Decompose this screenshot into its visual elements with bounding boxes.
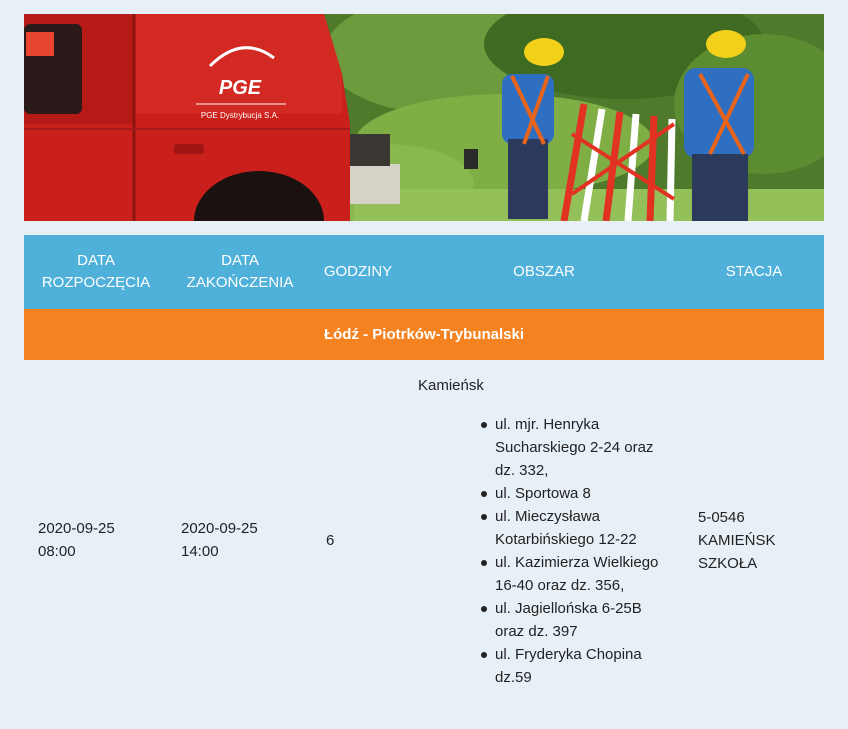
banner-image [24, 14, 824, 221]
header-end-date-line2: ZAKOŃCZENIA [186, 274, 294, 291]
cell-area [495, 413, 658, 689]
start-time: 08:00 [38, 543, 76, 560]
header-start-date [24, 235, 168, 309]
cell-start-datetime [38, 517, 115, 563]
table-row [24, 360, 824, 715]
address-line: ul. Fryderyka Chopina [495, 646, 642, 663]
header-start-date-line2: ROZPOCZĘCIA [41, 274, 151, 291]
address-line: dz. 332, [495, 462, 549, 479]
header-hours [312, 235, 404, 309]
header-area-label: OBSZAR [513, 263, 575, 280]
list-item [495, 551, 658, 597]
address-line: Sucharskiego 2-24 oraz [495, 439, 654, 456]
header-station-label: STACJA [725, 263, 783, 280]
table-header [24, 235, 824, 309]
end-time: 14:00 [181, 543, 219, 560]
start-date: 2020-09-25 [38, 520, 115, 537]
station-name-line2: SZKOŁA [698, 555, 758, 572]
cell-end-datetime [181, 517, 258, 563]
address-list [495, 413, 658, 689]
station-name-line1: KAMIEŃSK [698, 532, 776, 549]
list-item [495, 413, 658, 482]
region-label: Łódź - Piotrków-Trybunalski [323, 326, 525, 343]
address-line: 16-40 oraz dz. 356, [495, 577, 625, 594]
header-start-date-line1: DATA [77, 252, 115, 269]
list-item [495, 597, 658, 643]
address-line: ul. Kazimierza Wielkiego [495, 554, 659, 571]
end-date: 2020-09-25 [181, 520, 258, 537]
address-line: ul. mjr. Henryka [495, 416, 600, 433]
area-title [418, 374, 484, 397]
address-line: dz.59 [495, 669, 532, 686]
region-row [24, 309, 824, 360]
address-line: oraz dz. 397 [495, 623, 578, 640]
cell-station [698, 506, 776, 575]
list-item [495, 643, 658, 689]
address-line: ul. Mieczysława [495, 508, 601, 525]
address-line: ul. Jagiellońska 6-25B [495, 600, 642, 617]
header-end-date-line1: DATA [221, 252, 259, 269]
header-station [684, 235, 824, 309]
area-title-text: Kamieńsk [418, 377, 484, 394]
header-hours-label: GODZINY [323, 263, 393, 280]
address-line: ul. Sportowa 8 [495, 485, 591, 502]
station-code: 5-0546 [698, 509, 745, 526]
cell-hours [326, 529, 334, 552]
address-line: Kotarbińskiego 12-22 [495, 531, 637, 548]
list-item [495, 482, 658, 505]
header-area [404, 235, 684, 309]
list-item [495, 505, 658, 551]
hours-value: 6 [326, 532, 335, 549]
logo-subtext: PGE Dystrybucja S.A. [200, 111, 280, 120]
logo-text: PGE [218, 77, 262, 99]
header-end-date [168, 235, 312, 309]
